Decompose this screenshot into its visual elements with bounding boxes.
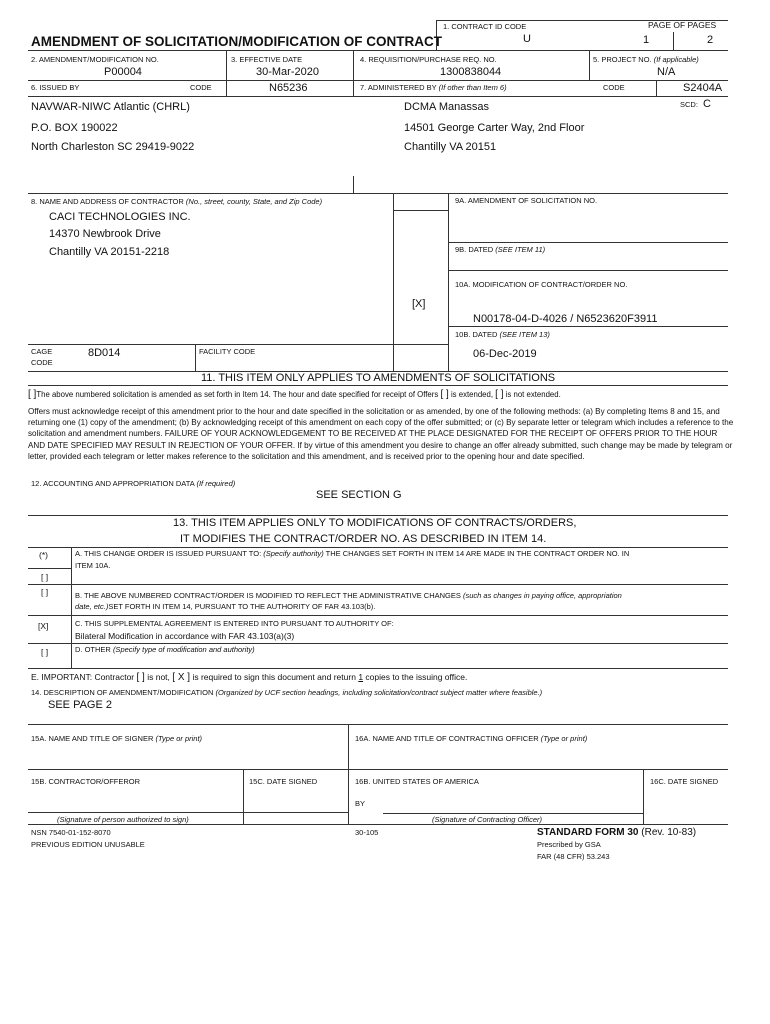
- issued-code-label: CODE: [190, 83, 212, 92]
- item10-check-mark: [X]: [412, 298, 426, 310]
- item11-offers-line: [ ]The above numbered solicitation is amended as set forth in Item 14. The hour and date specified for receipt of Offers [ ] is extended, [ ] is not extended.: [28, 389, 561, 400]
- effective-date-label: 3. EFFECTIVE DATE: [231, 55, 303, 64]
- issuer-address-line2: P.O. BOX 190022: [31, 122, 118, 134]
- contract-id-label: 1. CONTRACT ID CODE: [443, 22, 527, 31]
- item13b-text: B. THE ABOVE NUMBERED CONTRACT/ORDER IS MODIFIED TO REFLECT THE ADMINISTRATIVE CHANGES (such as changes in paying office, appropriation: [75, 591, 622, 600]
- item10b-value: 06-Dec-2019: [473, 348, 537, 360]
- contract-id-value: U: [523, 33, 531, 45]
- previous-edition-note: PREVIOUS EDITION UNUSABLE: [31, 840, 145, 849]
- item13a-text-cont: ITEM 10A.: [75, 561, 111, 570]
- item13b-text-cont: date, etc.)SET FORTH IN ITEM 14, PURSUANT TO THE AUTHORITY OF FAR 43.103(b).: [75, 602, 376, 611]
- administered-by-label: 7. ADMINISTERED BY (If other than Item 6): [360, 83, 507, 92]
- officer-signature-caption: (Signature of Contracting Officer): [432, 815, 543, 824]
- item10b-label: 10B. DATED (SEE ITEM 13): [455, 330, 550, 339]
- page-current: 1: [643, 34, 650, 46]
- facility-code-label: FACILITY CODE: [199, 347, 256, 356]
- item13d-mark: [ ]: [41, 647, 49, 657]
- item13c-value: Bilateral Modification in accordance with FAR 43.103(a)(3): [75, 631, 295, 641]
- admin-address-line2: 14501 George Carter Way, 2nd Floor: [404, 122, 585, 134]
- requisition-label: 4. REQUISITION/PURCHASE REQ. NO.: [360, 55, 497, 64]
- item14-label: 14. DESCRIPTION OF AMENDMENT/MODIFICATION (Organized by UCF section headings, including solicitation/contract subject matter where feasible.): [31, 688, 543, 697]
- item13d-text: D. OTHER (Specify type of modification and authority): [75, 645, 255, 654]
- issued-code-value: N65236: [269, 82, 308, 94]
- issuer-address-line1: NAVWAR-NIWC Atlantic (CHRL): [31, 101, 190, 113]
- signer-name-label: 15A. NAME AND TITLE OF SIGNER (Type or print): [31, 734, 203, 743]
- admin-code-value: S2404A: [683, 82, 723, 94]
- far-reference: FAR (48 CFR) 53.243: [537, 852, 610, 861]
- item13-heading-2: IT MODIFIES THE CONTRACT/ORDER NO. AS DESCRIBED IN ITEM 14.: [180, 533, 547, 545]
- form-title: AMENDMENT OF SOLICITATION/MODIFICATION OF CONTRACT: [31, 34, 442, 49]
- contractor-street: 14370 Newbrook Drive: [49, 228, 161, 240]
- standard-form-label: STANDARD FORM 30 (Rev. 10-83): [537, 827, 697, 838]
- cage-label-2: CODE: [31, 358, 53, 367]
- item9a-label: 9A. AMENDMENT OF SOLICITATION NO.: [455, 196, 598, 205]
- scd-value: C: [703, 98, 711, 110]
- project-no-value: N/A: [657, 66, 676, 78]
- item13a-text: A. THIS CHANGE ORDER IS ISSUED PURSUANT TO: (Specify authority) THE CHANGES SET FORTH IN ITEM 14 ARE MADE IN THE CONTRACT ORDER NO. IN: [75, 549, 630, 558]
- important-notice: E. IMPORTANT: Contractor [ ] is not, [ X ] is required to sign this document and return 1 copies to the issuing office.: [31, 672, 468, 683]
- usa-label: 16B. UNITED STATES OF AMERICA: [355, 777, 479, 786]
- item10a-value: N00178-04-D-4026 / N6523620F3911: [473, 313, 658, 325]
- scd-label: SCD:: [680, 100, 698, 109]
- issuer-address-line3: North Charleston SC 29419-9022: [31, 141, 195, 153]
- issued-by-label: 6. ISSUED BY: [31, 83, 80, 92]
- prescribed-by: Prescribed by GSA: [537, 840, 601, 849]
- item13-heading-1: 13. THIS ITEM APPLIES ONLY TO MODIFICATIONS OF CONTRACTS/ORDERS,: [173, 517, 577, 529]
- requisition-value: 1300838044: [440, 66, 502, 78]
- form-control-number: 30-105: [355, 828, 379, 837]
- amendment-no-value: P00004: [104, 66, 142, 78]
- contractor-signature-caption: (Signature of person authorized to sign): [57, 815, 189, 824]
- item14-value: SEE PAGE 2: [48, 699, 112, 711]
- officer-date-label: 16C. DATE SIGNED: [650, 777, 719, 786]
- item9b-label: 9B. DATED (SEE ITEM 11): [455, 245, 546, 254]
- item13-blank-mark: [ ]: [41, 572, 49, 582]
- officer-name-label: 16A. NAME AND TITLE OF CONTRACTING OFFICER (Type or print): [355, 734, 588, 743]
- effective-date-value: 30-Mar-2020: [256, 66, 319, 78]
- contractor-label: 8. NAME AND ADDRESS OF CONTRACTOR (No., street, county, State, and Zip Code): [31, 197, 323, 206]
- project-no-label: 5. PROJECT NO. (If applicable): [593, 55, 699, 64]
- page-total: 2: [707, 34, 714, 46]
- cage-label-1: CAGE: [31, 347, 53, 356]
- cage-code-value: 8D014: [88, 347, 121, 359]
- item10a-label: 10A. MODIFICATION OF CONTRACT/ORDER NO.: [455, 280, 628, 289]
- contractor-offeror-label: 15B. CONTRACTOR/OFFEROR: [31, 777, 141, 786]
- item12-label: 12. ACCOUNTING AND APPROPRIATION DATA (If required): [31, 479, 236, 488]
- admin-address-line1: DCMA Manassas: [404, 101, 489, 113]
- item11-heading: 11. THIS ITEM ONLY APPLIES TO AMENDMENTS OF SOLICITATIONS: [201, 372, 556, 384]
- item11-instructions: Offers must acknowledge receipt of this amendment prior to the hour and date specified in the solicitation or as amended, by one of the following methods: (a) By completing Items 8 and 15, and returning one (1) copy of the amendment; (b) By acknowledging receipt of this amendment on each copy of the offer submitted; or (c) By separate letter or telegram which includes a reference to the solicitation and amendment numbers. FAILURE OF YOUR ACKNOWLEDGEMENT TO BE RECEIVED AT THE PLACE DESIGNATED FOR THE RECEIPT OF OFFERS PRIOR TO THE HOUR AND DATE SPECIFIED MAY RESULT IN REJECTION OF YOUR OFFER. If by virtue of this amendment you desire to change an offer already submitted, such change may be made by telegram or letter, provided each telegram or letter makes reference to the solicitation and this amendment, and is received prior to the opening hour and date specified.: [28, 407, 734, 461]
- by-label: BY: [355, 799, 366, 808]
- contractor-date-label: 15C. DATE SIGNED: [249, 777, 318, 786]
- item13a-mark: (*): [39, 550, 48, 560]
- item13c-text: C. THIS SUPPLEMENTAL AGREEMENT IS ENTERED INTO PURSUANT TO AUTHORITY OF:: [75, 619, 394, 628]
- contractor-name: CACI TECHNOLOGIES INC.: [49, 211, 191, 223]
- item13b-mark: [ ]: [41, 587, 49, 597]
- admin-address-line3: Chantilly VA 20151: [404, 141, 497, 153]
- item13c-mark: [X]: [38, 621, 49, 631]
- page-of-pages-label: PAGE OF PAGES: [648, 20, 717, 30]
- contractor-city: Chantilly VA 20151-2218: [49, 246, 170, 258]
- admin-code-label: CODE: [603, 83, 625, 92]
- nsn-number: NSN 7540-01-152-8070: [31, 828, 111, 837]
- item12-value: SEE SECTION G: [316, 489, 402, 501]
- amendment-no-label: 2. AMENDMENT/MODIFICATION NO.: [31, 55, 159, 64]
